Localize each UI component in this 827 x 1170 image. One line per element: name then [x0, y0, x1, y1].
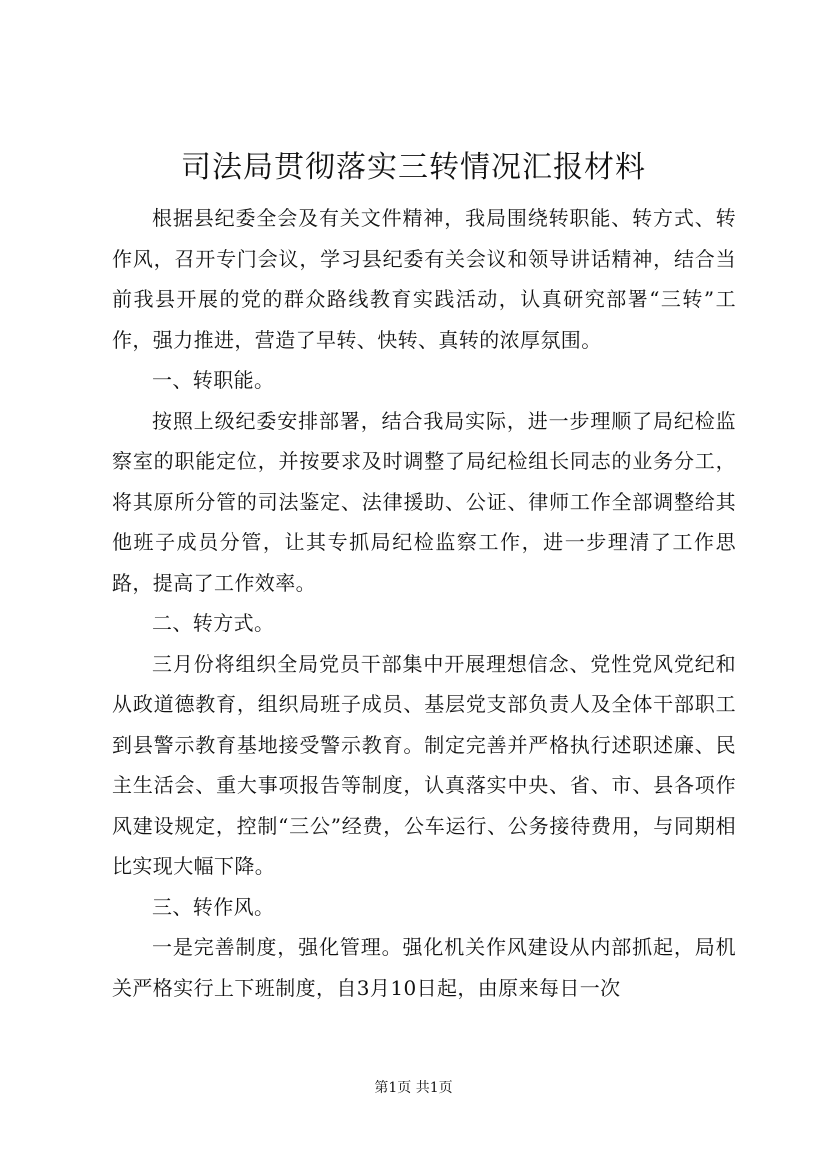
section-heading-1: 一、转职能。: [152, 368, 275, 392]
section-heading-3: 三、转作风。: [152, 894, 275, 919]
paragraph-section-3: 一是完善制度，强化管理。强化机关作风建设从内部抓起，局机关严格实行上下班制度，自3月10日起，由原来每日一次: [112, 935, 736, 1000]
paragraph-section-1: 按照上级纪委安排部署，结合我局实际，进一步理顺了局纪检监察室的职能定位，并按要求及时调整了局纪检组长同志的业务分工，将其原所分管的司法鉴定、法律援助、公证、律师工作全部调整给其他班子成员分管，让其专抓局纪检监察工作，进一步理清了工作思路，提高了工作效率。: [112, 408, 736, 595]
page-footer: 第1页 共1页: [374, 1080, 453, 1096]
paragraph-section-2: 三月份将组织全局党员干部集中开展理想信念、党性党风党纪和从政道德教育，组织局班子成员、基层党支部负责人及全体干部职工到县警示教育基地接受警示教育。制定完善并严格执行述职述廉、民主生活会、重大事项报告等制度，认真落实中央、省、市、县各项作风建设规定，控制“三公”经费，公车运行、公务接待费用，与同期相比实现大幅下降。: [112, 651, 736, 878]
section-heading-2: 二、转方式。: [152, 611, 275, 635]
document-body: [112, 198, 736, 1008]
document-title: 司法局贯彻落实三转情况汇报材料: [181, 150, 646, 185]
paragraph-intro: 根据县纪委全会及有关文件精神，我局围绕转职能、转方式、转作风，召开专门会议，学习县纪委有关会议和领导讲话精神，结合当前我县开展的党的群众路线教育实践活动，认真研究部署“三转”工作，强力推进，营造了早转、快转、真转的浓厚氛围。: [112, 206, 736, 352]
